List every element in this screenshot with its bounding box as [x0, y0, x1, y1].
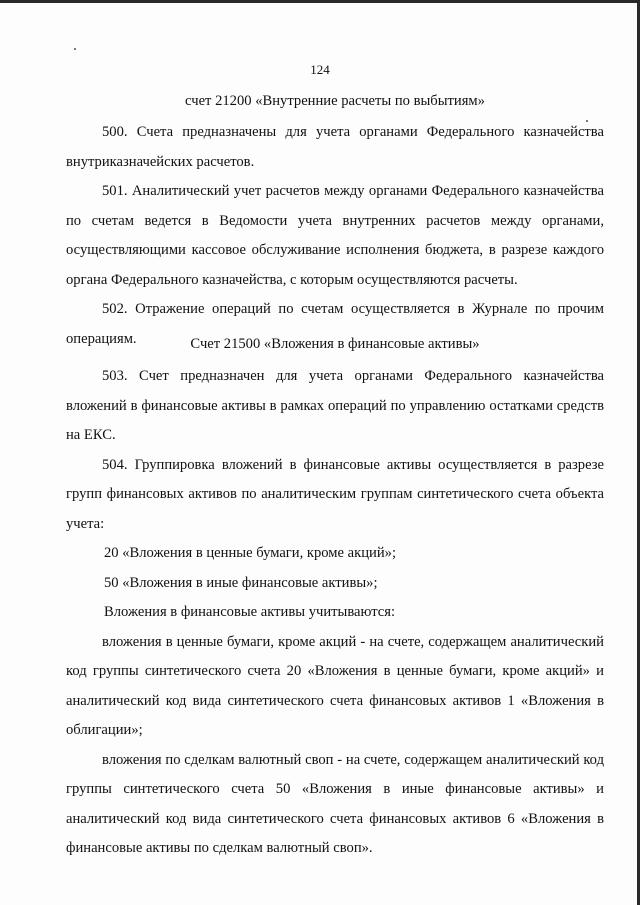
group-item-20: 20 «Вложения в ценные бумаги, кроме акций»; [104, 545, 397, 561]
rule-currency-swap: вложения по сделкам валютный своп - на счете, содержащем аналитический код группы синтетического счета 50 «Вложения в иные финансовые активы» и аналитический код вида синтетического счета финансовых активов 6 «Вложения в финансовые активы по сделкам валютный своп». [66, 751, 604, 856]
section-heading-21500: Счет 21500 «Вложения в финансовые активы» [190, 336, 480, 352]
paragraph-500: 500. Счета предназначены для учета органами Федерального казначейства внутриказначейских расчетов. [66, 124, 604, 170]
scan-speck [74, 48, 76, 50]
section-body-21200 [66, 118, 604, 354]
page-number: 124 [310, 62, 330, 77]
paragraph-501: 501. Аналитический учет расчетов между органами Федерального казначейства по счетам ведется в Ведомости учета внутренних расчетов между органами, осуществляющими кассовое обслуживание исполнения бюджета, в разрезе каждого органа Федерального казначейства, с которым осуществляются расчеты. [66, 183, 604, 288]
scan-speck [586, 120, 588, 122]
paragraph-504: 504. Группировка вложений в финансовые активы осуществляется в разрезе групп финансовых активов по аналитическим группам синтетического счета объекта учета: [66, 456, 604, 532]
section-body-21500 [66, 362, 604, 864]
paragraph-502: 502. Отражение операций по счетам осуществляется в Журнале по прочим операциям. [66, 301, 604, 347]
accounting-intro: Вложения в финансовые активы учитываются: [104, 604, 396, 620]
rule-securities: вложения в ценные бумаги, кроме акций - на счете, содержащем аналитический код группы синтетического счета 20 «Вложения в ценные бумаги, кроме акций» и аналитический код вида синтетического счета финансовых активов 1 «Вложения в облигации»; [66, 633, 604, 738]
section-heading-21200: счет 21200 «Внутренние расчеты по выбытиям» [185, 93, 485, 109]
paragraph-503: 503. Счет предназначен для учета органами Федерального казначейства вложений в финансовые активы в рамках операций по управлению остатками средств на ЕКС. [66, 368, 604, 443]
scan-edge-top [0, 0, 640, 3]
group-item-50: 50 «Вложения в иные финансовые активы»; [104, 574, 378, 591]
